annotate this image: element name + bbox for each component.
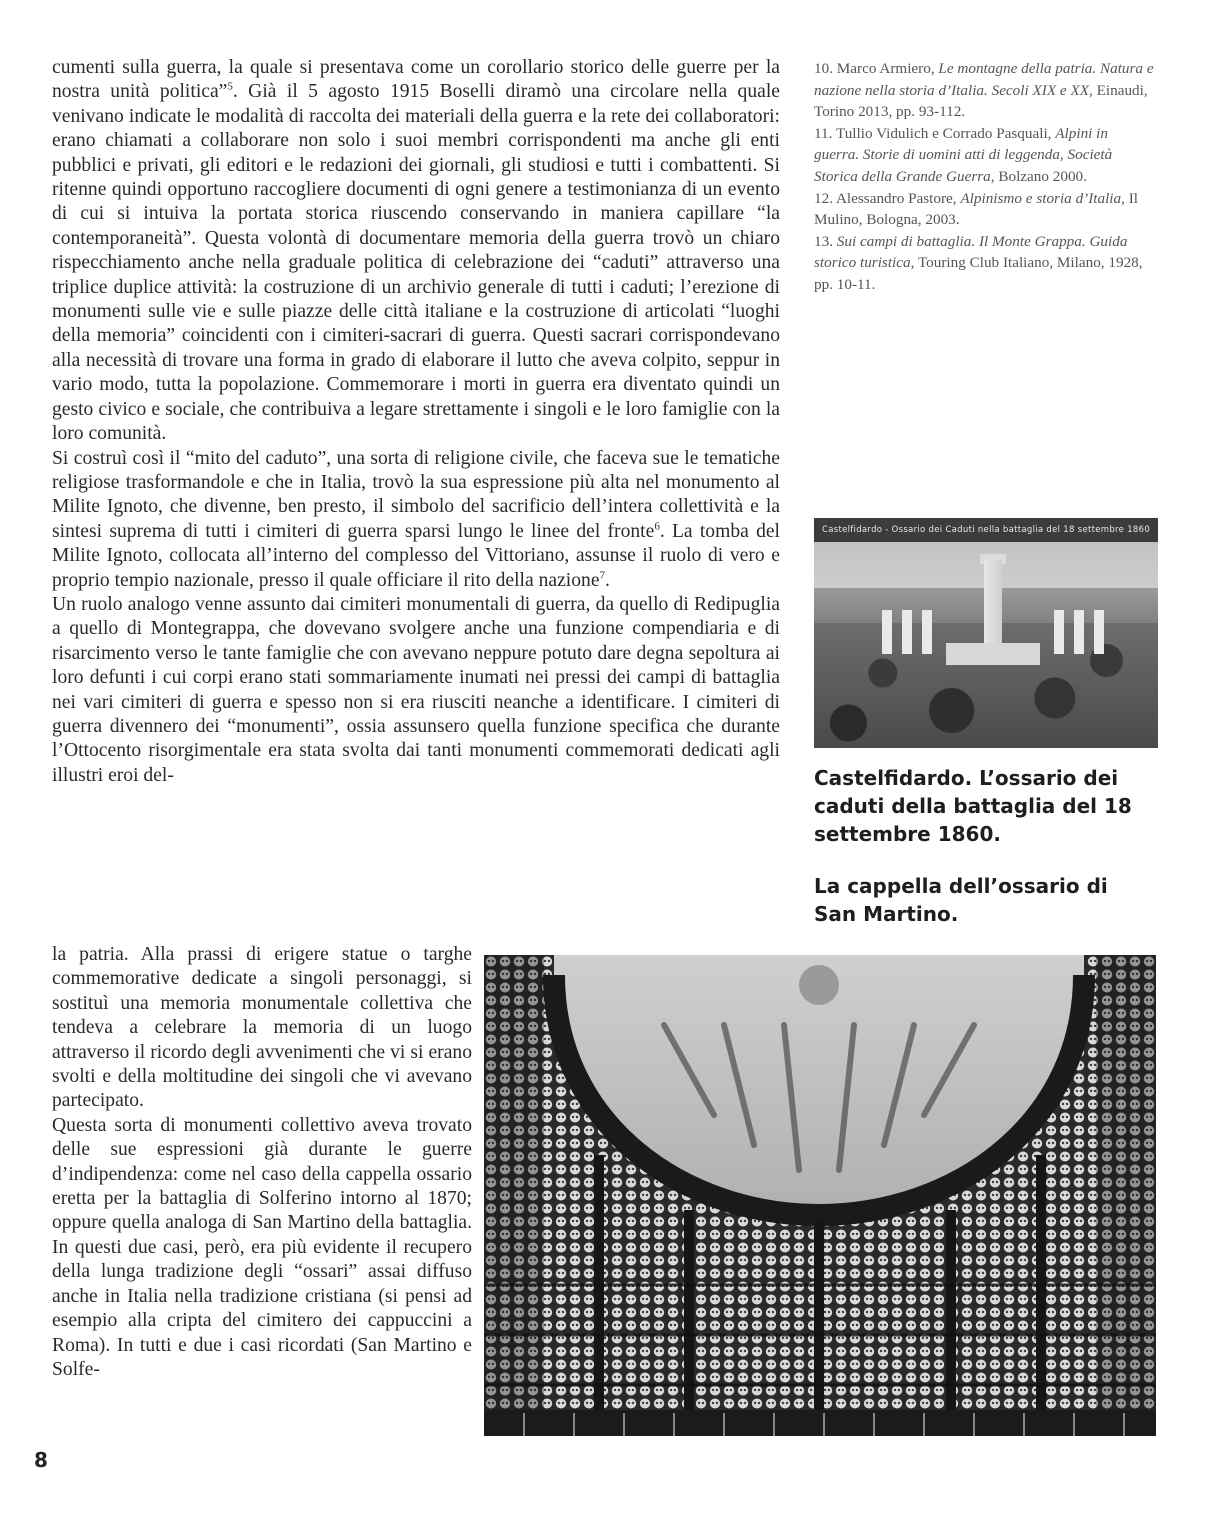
footnote-rest: , Touring Club Italiano, Milano, 1928, pp. 10-11. (814, 254, 1143, 293)
footnote-ref: 6 (654, 520, 660, 533)
footnote-number: 11. (814, 124, 836, 142)
footnote-title: Alpinismo e storia d’Italia (960, 189, 1122, 207)
obelisk (984, 560, 1002, 645)
pillar (1094, 610, 1104, 654)
footnote-number: 12. (814, 189, 836, 207)
paragraph-text: Si costruì così il “mito del caduto”, una sorta di religione civile, che faceva sue le tematiche religiose trasformandole e che in Italia, trovò la sua espressione più alta nel monumento al Milite Ignoto, che divenne, ben presto, il simbolo del sacrificio dell’intera collettività e la sintesi suprema di tutti i cimiteri di guerra sparsi lungo le linee del fronte (52, 447, 780, 542)
paragraph (52, 447, 780, 593)
footnote-number: 13. (814, 232, 837, 250)
footnote-10 (814, 58, 1154, 123)
footnote-title: Alpini in guerra. Storie di uomini atti di leggenda, Società Storica della Grande Guerra (814, 124, 1113, 185)
footnote-11 (814, 123, 1154, 188)
footnote-number: 10. (814, 60, 837, 77)
ossuary-illustration (484, 955, 1156, 1436)
pillar (1054, 610, 1064, 654)
paragraph: Questa sorta di monumenti collettivo aveva trovato delle sue espressioni già durante le guerre d’indipendenza: come nel caso della cappella ossario eretta per la battaglia di Solferino intorno al 1870; oppure quella analoga di San Martino della battaglia. In questi due casi, però, era più evidente il recupero della lunga tradizione degli “ossari” assai diffuso anche in Italia nella tradizione cristiana (si pensi ad esempio alla cripta del cimitero dei cappuccini a Roma). In tutti e due i casi ricordati (San Martino e Solfe- (52, 1114, 472, 1380)
page-number: 8 (34, 1448, 48, 1472)
san-martino-photo (484, 955, 1156, 1436)
lower-text-column (52, 943, 472, 1382)
footnote-title: Sui campi di battaglia. Il Monte Grappa. Guida storico turistica (814, 232, 1128, 272)
footnotes (814, 58, 1154, 296)
caption-san-martino: La cappella dell’ossario di San Martino. (814, 874, 1108, 926)
footnote-author: Tullio Vidulich e Corrado Pasquali, (835, 124, 1056, 142)
caption-castelfidardo: Castelfidardo. L’ossario dei caduti della battaglia del 18 settembre 1860. (814, 766, 1132, 846)
paragraph: la patria. Alla prassi di erigere statue o targhe commemorative dedicate a singoli personaggi, si sostituì una memoria monumentale collettiva che tendeva a celebrare la memoria di un luogo attraverso il ricordo degli avvenimenti che vi si erano svolti e della moltitudine dei singoli che vi avevano partecipato. (52, 944, 472, 1112)
footnote-13 (814, 231, 1154, 296)
footnote-title: Le montagne della patria. Natura e nazione nella storia d’Italia. Secoli XIX e XX (814, 60, 1154, 99)
paragraph-text: cumenti sulla guerra, la quale si presentava come un corollario storico delle guerre per la nostra unità politica” (52, 57, 780, 103)
pillar (922, 610, 932, 654)
footnote-author: Alessandro Pastore, (835, 189, 961, 207)
footnote-author: Marco Armiero, (836, 60, 939, 77)
pillar (902, 610, 912, 654)
footnote-ref: 5 (227, 80, 233, 93)
dome-rosette (799, 965, 839, 1005)
paragraph-text: . La tomba del Milite Ignoto, collocata all’interno del complesso del Vittoriano, assunse il ruolo di vero e proprio tempio nazionale, presso il quale officiare il rito della nazione (52, 520, 781, 591)
paragraph: Un ruolo analogo venne assunto dai cimiteri monumentali di guerra, da quello di Redipuglia a quello di Montegrappa, che dovevano svolgere anche una funzione compendiaria e di risarcimento verso le tante famiglie che con avevano neppure potuto dare degna sepoltura ai loro defunti i cui corpi erano stati sommariamente inumati nei pressi dei campi di battaglia nei vari cimiteri di guerra e spesso non si era riusciti neanche a identificare. I cimiteri di guerra divennero dei “monumenti”, ossia assunsero quella funzione specifica che durante l’Ottocento risorgimentale era stata svolta dai tanti monumenti commemorati dedicati agli illustri eroi del- (52, 593, 780, 786)
paragraph-text: . (605, 569, 610, 591)
footnote-12 (814, 188, 1154, 231)
footnote-rest: , Einaudi, Torino 2013, pp. 93-112. (814, 81, 1148, 121)
footnote-rest: , Il Mulino, Bologna, 2003. (814, 189, 1138, 229)
paragraph-text: . Già il 5 agosto 1915 Boselli diramò una circolare nella quale venivano indicate le modalità di raccolta dei materiali della guerra e la rete dei collaboratori: erano chiamati a collaborare non solo i suoi membri corrispondenti ma anche gli enti pubblici e privati, gli editori e le redazioni dei giornali, gli studiosi e tutti i combattenti. Si ritenne quindi opportuno raccogliere documenti di ogni genere a testimonianza di un evento di cui si intuiva la portata storica riuscendo conservando in maniera capillare “la contemporaneità”. Questa volontà di documentare memoria della guerra trovò un chiaro rispecchiamento anche nella graduale politica di celebrazione dei “caduti” attraverso una triplice duplice attività: la costruzione di un archivio generale di tutti i caduti; l’erezione di monumenti sulle vie e sulle piazze delle città italiane e la costruzione di articolati “luoghi della memoria” coincidenti con i cimiteri-sacrari di guerra. Questi sacrari corrispondevano alla necessità di trovare una forma in grado di elaborare il lutto che aveva colpito, seppur in vario modo, tutta la popolazione. Commemorare i morti in guerra era diventato quindi un gesto civico e sociale, che contribuiva a legare strettamente i singoli e le loro famiglie con la loro comunità. (52, 81, 780, 445)
castelfidardo-photo (814, 518, 1158, 748)
pillar (1074, 610, 1084, 654)
photo-banner: Castelfidardo - Ossario dei Caduti nella battaglia del 18 settembre 1860 (814, 518, 1158, 542)
paragraph (52, 56, 780, 447)
footnote-rest: , Bolzano 2000. (990, 167, 1087, 185)
pillar (882, 610, 892, 654)
main-text-column (52, 56, 780, 788)
railing (484, 1410, 1156, 1436)
monument-base (946, 643, 1040, 665)
footnote-ref: 7 (599, 569, 606, 581)
